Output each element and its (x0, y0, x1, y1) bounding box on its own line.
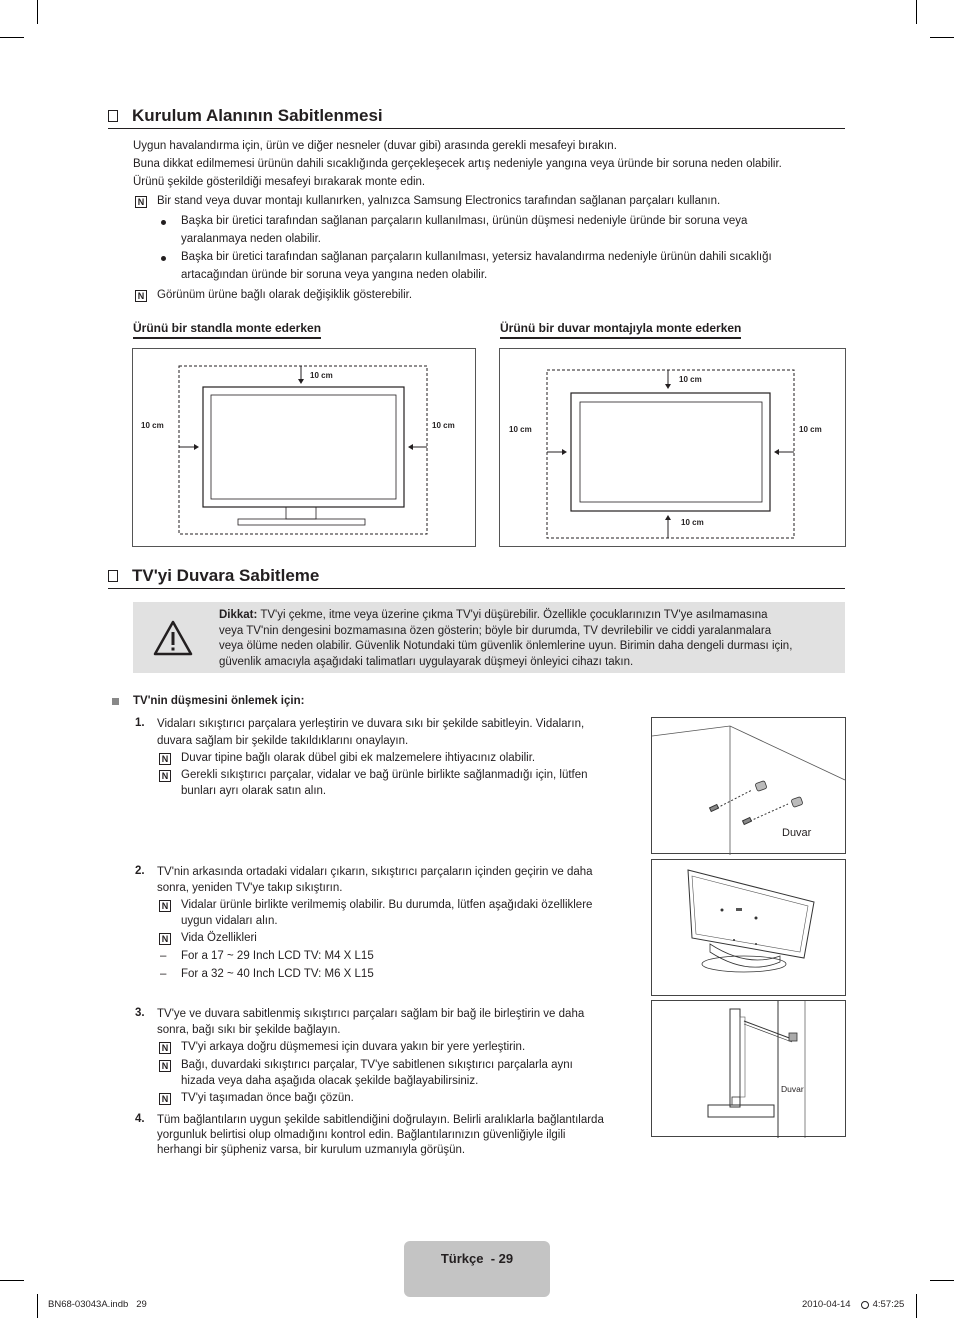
step-number: 4. (135, 1113, 145, 1125)
section-square-icon (108, 110, 118, 122)
clock-icon (861, 1301, 869, 1309)
square-bullet-icon (112, 698, 119, 705)
dimension-label: 10 cm (310, 371, 333, 380)
note-text: TV'yi taşımadan önce bağı çözün. (181, 1092, 354, 1104)
dash: – (160, 968, 167, 980)
section-title: TV'yi Duvara Sabitleme (132, 566, 320, 585)
tv-strap-drawing (652, 1001, 847, 1138)
caution-label: Dikkat: (219, 609, 258, 621)
wall-anchor-illustration (651, 717, 846, 854)
stand-diagram (132, 348, 476, 547)
note-text: Bağı, duvardaki sıkıştırıcı parçalar, TV'ye sabitlenen sıkıştırıcı parçalarla aynı (181, 1059, 573, 1071)
step-text: sonra, yeniden TV'ye takıp sıkıştırın. (157, 882, 343, 894)
crop-mark (37, 1294, 38, 1318)
tv-back-drawing (652, 860, 847, 997)
paragraph: Ürünü şekilde gösterildiği mesafeyi bırakarak monte edin. (133, 176, 426, 188)
print-time: 4:57:25 (872, 1299, 905, 1310)
crop-mark (0, 37, 24, 38)
step-text: TV'nin arkasında ortadaki vidaları çıkarın, sıkıştırıcı parçaların içinden geçirin ve daha (157, 866, 593, 878)
note-text: Vida Özellikleri (181, 932, 257, 944)
bullet-text: yaralanmaya neden olabilir. (181, 233, 322, 245)
paragraph: Buna dikkat edilmemesi ürünün dahili sıcaklığında gerçekleşecek artış nedeniyle yangına veya üründe bir soruna neden olabilir. (133, 158, 782, 170)
step-text: duvara sağlam bir şekilde takıldıklarını onaylayın. (157, 735, 409, 747)
file-info: BN68-03043A.indb 29 (48, 1299, 147, 1310)
crop-mark (916, 1294, 917, 1318)
stand-subheading: Ürünü bir standla monte ederken (133, 321, 321, 339)
bullet (161, 256, 166, 261)
caution-line-text: TV'yi çekme, itme veya üzerine çıkma TV'yi düşürebilir. Özellikle çocuklarınızın TV'ye asılmamasına (257, 609, 768, 621)
note-icon: N (159, 1060, 171, 1072)
step-text: herhangi bir şüpheniz varsa, bir kurulum uzmanıyla görüşün. (157, 1144, 466, 1156)
bullet-text: artacağından üründe bir soruna veya yangına neden olabilir. (181, 269, 488, 281)
note-text: Gerekli sıkıştırıcı parçalar, vidalar ve bağ ürünle birlikte sağlanmadığı için, lütfen (181, 769, 588, 781)
step-text: sonra, bağı sıkı bir şekilde bağlayın. (157, 1024, 341, 1036)
caution-line: veya TV'nin dengesini bozmamasına özen gösterin; böyle bir durumda, TV devrilebilir ve ciddi yaralanmalara (219, 624, 772, 637)
note-text: Vidalar ürünle birlikte verilmemiş olabilir. Bu durumda, lütfen aşağıdaki özelliklere (181, 899, 593, 911)
note-text: TV'yi arkaya doğru düşmemesi için duvara yakın bir yere yerleştirin. (181, 1041, 526, 1053)
section-square-icon (108, 570, 118, 582)
note-icon: N (159, 1093, 171, 1105)
crop-mark (0, 1280, 24, 1281)
note-text: hizada veya daha aşağıda olacak şekilde bağlayabilirsiniz. (181, 1075, 479, 1087)
page-number-tab (404, 1241, 550, 1297)
note-text: Duvar tipine bağlı olarak dübel gibi ek malzemelere ihtiyacınız olabilir. (181, 752, 536, 764)
step-text: Vidaları sıkıştırıcı parçalara yerleştirin ve duvara sıkı bir şekilde sabitleyin. Vidaların, (157, 718, 585, 730)
bullet-text: Başka bir üretici tarafından sağlanan parçaların kullanılması, yetersiz havalandırma nedeniyle ürünün dahili sıcaklığı (181, 251, 772, 263)
dimension-label: 10 cm (509, 425, 532, 434)
anchor (755, 781, 803, 808)
step-text: yorgunluk belirtisi olup olmadığını kontrol edin. Bağlantılarınızın güvenliğiyle ilgili (157, 1129, 566, 1141)
spec-text: For a 17 ~ 29 Inch LCD TV: M4 X L15 (181, 950, 374, 962)
step-text: TV'ye ve duvara sabitlenmiş sıkıştırıcı parçaları sağlam bir bağ ile birleştirin ve daha (157, 1008, 585, 1020)
note-text: Görünüm ürüne bağlı olarak değişiklik gösterebilir. (157, 289, 413, 301)
section-heading (108, 106, 383, 126)
step-text: Tüm bağlantıların uygun şekilde sabitlendiğini doğrulayın. Belirli aralıklarla bağlantılarda (157, 1114, 604, 1126)
wall-diagram-drawing (500, 349, 847, 548)
note-icon: N (135, 290, 147, 302)
divider (108, 128, 845, 129)
warning-triangle-icon (153, 620, 193, 656)
bullet-text: Başka bir üretici tarafından sağlanan parçaların kullanılması, ürünün düşmesi nedeniyle üründe bir soruna veya (181, 215, 748, 227)
note-text: Bir stand veya duvar montajı kullanırken, yalnızca Samsung Electronics tarafından sağlanan parçaları kullanın. (157, 195, 721, 207)
section-heading (108, 566, 319, 586)
crop-mark (916, 0, 917, 24)
note-icon: N (159, 753, 171, 765)
note-text: uygun vidaları alın. (181, 915, 278, 927)
note-text: bunları ayrı olarak satın alın. (181, 785, 327, 797)
dimension-label: 10 cm (799, 425, 822, 434)
spec-text: For a 32 ~ 40 Inch LCD TV: M6 X L15 (181, 968, 374, 980)
caution-line: veya ölüme neden olabilir. Güvenlik Notundaki tüm güvenlik önlemlerine uyun. Birimin daha dengeli durması için, (219, 640, 793, 652)
crop-mark (930, 37, 954, 38)
note-icon: N (159, 1042, 171, 1054)
dash: – (160, 950, 167, 962)
step-number: 1. (135, 717, 145, 729)
caution-box (133, 602, 845, 673)
step-number: 2. (135, 865, 145, 877)
dimension-label: 10 cm (141, 421, 164, 430)
dimension-label: 10 cm (679, 375, 702, 384)
note-icon: N (159, 933, 171, 945)
stand-diagram-drawing (133, 349, 477, 548)
note-icon: N (159, 900, 171, 912)
prevent-title: TV'nin düşmesini önlemek için: (133, 695, 305, 707)
tv-back-illustration (651, 859, 846, 996)
wall-diagram (499, 348, 846, 547)
step-number: 3. (135, 1007, 145, 1019)
caution-line: güvenlik amacıyla aşağıdaki talimatları uygulayarak düşmeyi önleyici cihazı takın. (219, 655, 634, 668)
dimension-label: 10 cm (681, 518, 704, 527)
caution-line (219, 608, 792, 624)
dimension-label: 10 cm (432, 421, 455, 430)
wall-label: Duvar (781, 1084, 804, 1094)
print-date: 2010-04-14 (802, 1299, 851, 1310)
caution-text (219, 608, 792, 670)
page-number: Türkçe - 29 (440, 1251, 514, 1266)
paragraph: Uygun havalandırma için, ürün ve diğer nesneler (duvar gibi) arasında gerekli mesafeyi bırakın. (133, 140, 617, 152)
tv-strap-illustration (651, 1000, 846, 1137)
wall-label: Duvar (782, 827, 812, 839)
print-timestamp (802, 1299, 904, 1310)
section-title: Kurulum Alanının Sabitlenmesi (132, 106, 383, 125)
divider (108, 588, 845, 589)
crop-mark (37, 0, 38, 24)
wall-anchor-drawing (652, 718, 847, 855)
bullet (161, 220, 166, 225)
crop-mark (930, 1280, 954, 1281)
note-icon: N (135, 196, 147, 208)
note-icon: N (159, 770, 171, 782)
wall-subheading: Ürünü bir duvar montajıyla monte ederken (500, 321, 741, 339)
